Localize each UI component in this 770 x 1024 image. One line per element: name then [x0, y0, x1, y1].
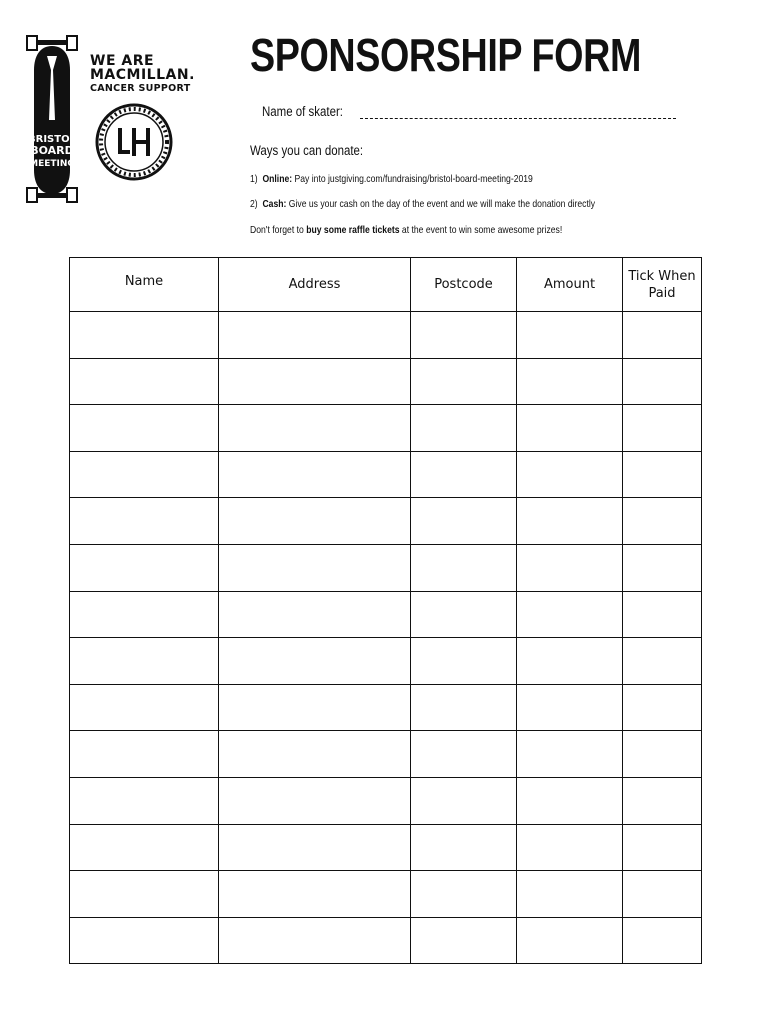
cell-postcode[interactable] [411, 638, 517, 685]
header-name-label: Name [124, 274, 164, 289]
cell-name[interactable] [70, 871, 219, 918]
cell-address[interactable] [219, 451, 411, 498]
donate-heading: Ways you can donate: [250, 143, 364, 158]
cell-address[interactable] [219, 591, 411, 638]
option-online-label: Online: [262, 173, 293, 185]
page-title: SPONSORSHIP FORM [250, 29, 641, 81]
cell-tick[interactable] [623, 358, 702, 405]
raffle-bold: buy some raffle tickets [306, 224, 400, 236]
header-amount-label: Amount [543, 277, 596, 292]
cell-tick[interactable] [623, 824, 702, 871]
cell-address[interactable] [219, 684, 411, 731]
table-row [70, 544, 702, 591]
cell-postcode[interactable] [411, 684, 517, 731]
table-row [70, 638, 702, 685]
cell-tick[interactable] [623, 451, 702, 498]
cell-address[interactable] [219, 358, 411, 405]
cell-tick[interactable] [623, 731, 702, 778]
cell-postcode[interactable] [411, 917, 517, 964]
cell-postcode[interactable] [411, 731, 517, 778]
macmillan-line-3: CANCER SUPPORT [90, 83, 191, 94]
cell-amount[interactable] [517, 312, 623, 359]
sponsorship-table [69, 257, 702, 964]
cell-amount[interactable] [517, 591, 623, 638]
cell-amount[interactable] [517, 405, 623, 452]
board-text-3: MEETING [29, 159, 75, 169]
table-row [70, 451, 702, 498]
cell-name[interactable] [70, 544, 219, 591]
skateboard-logo-icon [22, 30, 92, 208]
skater-name-label: Name of skater: [262, 104, 344, 119]
cell-amount[interactable] [517, 731, 623, 778]
cell-amount[interactable] [517, 871, 623, 918]
cell-amount[interactable] [517, 498, 623, 545]
cell-amount[interactable] [517, 358, 623, 405]
cell-address[interactable] [219, 917, 411, 964]
macmillan-logo [90, 54, 195, 94]
cell-tick[interactable] [623, 684, 702, 731]
seal-logo-icon [94, 102, 174, 182]
cell-name[interactable] [70, 451, 219, 498]
cell-address[interactable] [219, 731, 411, 778]
cell-amount[interactable] [517, 917, 623, 964]
cell-postcode[interactable] [411, 405, 517, 452]
table-header-row [70, 258, 702, 312]
cell-tick[interactable] [623, 777, 702, 824]
table-row [70, 871, 702, 918]
cell-postcode[interactable] [411, 312, 517, 359]
cell-amount[interactable] [517, 684, 623, 731]
cell-tick[interactable] [623, 498, 702, 545]
cell-name[interactable] [70, 638, 219, 685]
raffle-pre: Don't forget to [250, 224, 304, 236]
option-cash [250, 198, 595, 210]
cell-address[interactable] [219, 638, 411, 685]
option-online-text: Pay into justgiving.com/fundraising/bristol-board-meeting-2019 [294, 173, 533, 185]
cell-tick[interactable] [623, 405, 702, 452]
cell-amount[interactable] [517, 638, 623, 685]
raffle-note [250, 224, 562, 236]
table-row [70, 591, 702, 638]
raffle-post: at the event to win some awesome prizes! [401, 224, 563, 236]
table-row [70, 358, 702, 405]
cell-tick[interactable] [623, 312, 702, 359]
cell-amount[interactable] [517, 777, 623, 824]
cell-tick[interactable] [623, 917, 702, 964]
cell-amount[interactable] [517, 451, 623, 498]
board-text-1: BRISTOL [28, 134, 76, 145]
cell-tick[interactable] [623, 544, 702, 591]
cell-postcode[interactable] [411, 591, 517, 638]
cell-name[interactable] [70, 591, 219, 638]
cell-postcode[interactable] [411, 544, 517, 591]
cell-postcode[interactable] [411, 451, 517, 498]
option-online-number: 1) [250, 173, 258, 185]
cell-name[interactable] [70, 498, 219, 545]
cell-address[interactable] [219, 871, 411, 918]
table-row [70, 405, 702, 452]
cell-postcode[interactable] [411, 824, 517, 871]
option-cash-number: 2) [250, 198, 258, 210]
cell-address[interactable] [219, 824, 411, 871]
header-amount [517, 258, 623, 312]
macmillan-line-2: MACMILLAN. [90, 67, 195, 83]
header-tick-line-2: Paid [648, 285, 676, 301]
table-row [70, 312, 702, 359]
header-postcode-label: Postcode [434, 277, 493, 292]
table-row [70, 824, 702, 871]
cell-name[interactable] [70, 777, 219, 824]
option-cash-text: Give us your cash on the day of the event and we will make the donation directly [288, 198, 596, 210]
cell-name[interactable] [70, 684, 219, 731]
cell-name[interactable] [70, 405, 219, 452]
header-name [70, 258, 219, 312]
header-address [219, 258, 411, 312]
header-address-label: Address [288, 277, 341, 292]
header-postcode [411, 258, 517, 312]
cell-amount[interactable] [517, 824, 623, 871]
option-cash-label: Cash: [262, 198, 287, 210]
cell-postcode[interactable] [411, 358, 517, 405]
cell-address[interactable] [219, 777, 411, 824]
cell-name[interactable] [70, 917, 219, 964]
cell-name[interactable] [70, 824, 219, 871]
board-text-2: BOARD [30, 144, 74, 157]
logo-area [22, 30, 222, 210]
cell-tick[interactable] [623, 638, 702, 685]
cell-name[interactable] [70, 731, 219, 778]
table-row [70, 731, 702, 778]
cell-address[interactable] [219, 498, 411, 545]
table-row [70, 684, 702, 731]
cell-tick[interactable] [623, 591, 702, 638]
macmillan-line-1: WE ARE [90, 53, 155, 69]
cell-name[interactable] [70, 358, 219, 405]
cell-postcode[interactable] [411, 871, 517, 918]
table-row [70, 498, 702, 545]
cell-tick[interactable] [623, 871, 702, 918]
cell-address[interactable] [219, 544, 411, 591]
table-body [70, 312, 702, 964]
cell-postcode[interactable] [411, 777, 517, 824]
header-tick [623, 258, 702, 312]
cell-address[interactable] [219, 312, 411, 359]
cell-postcode[interactable] [411, 498, 517, 545]
table-row [70, 917, 702, 964]
option-online [250, 173, 533, 185]
cell-name[interactable] [70, 312, 219, 359]
skater-name-field[interactable] [360, 118, 676, 119]
header-tick-line-1: Tick When [628, 268, 696, 284]
table-row [70, 777, 702, 824]
cell-address[interactable] [219, 405, 411, 452]
cell-amount[interactable] [517, 544, 623, 591]
